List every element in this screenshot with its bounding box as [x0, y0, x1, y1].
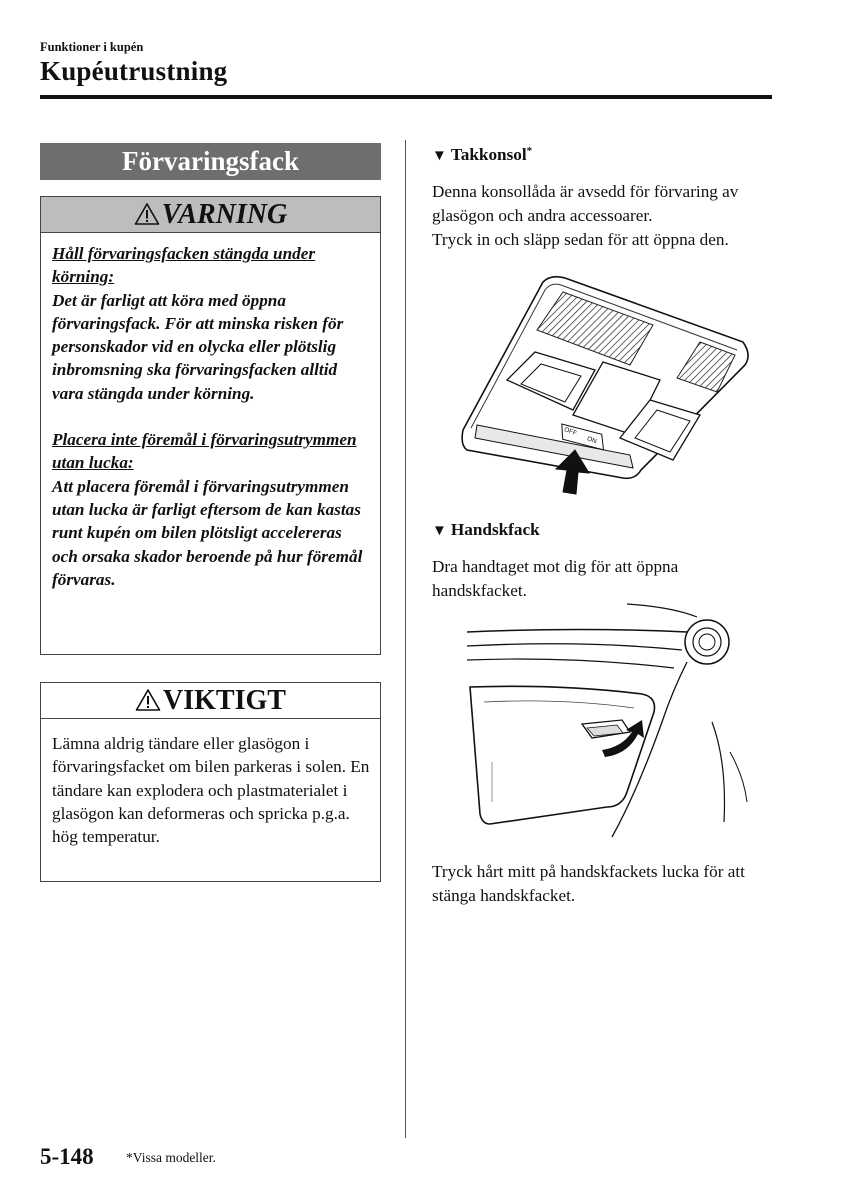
important-text: Lämna aldrig tändare eller glasögon i förvaringsfacket om bilen parkeras i solen. En tändare kan explodera och plastmaterialet i glasögon kan deformeras och spricka p.g.a. hög temperatur. — [52, 734, 370, 847]
important-header — [41, 683, 380, 719]
warning-body — [41, 233, 380, 591]
warning-paragraph-2 — [52, 428, 370, 591]
warning-label: VARNING — [161, 199, 288, 230]
important-label: VIKTIGT — [163, 685, 286, 716]
section-marker-icon: ▼ — [432, 148, 447, 164]
model-asterisk: * — [526, 145, 533, 157]
warning-header — [41, 197, 380, 233]
warning-text-2: Att placera föremål i förvaringsutrymmen utan lucka är farligt eftersom de kan kastas runt kupén om bilen plötsligt accelereras och orsaka skador beroende på hur föremål förvaras. — [52, 476, 363, 589]
switch-off-label: OFF — [563, 426, 578, 438]
overhead-console-title: Takkonsol — [450, 145, 527, 164]
glovebox-heading — [432, 520, 540, 540]
overhead-console-text-2: Tryck in och släpp sedan för att öppna den. — [432, 230, 729, 249]
warning-heading-1: Håll förvaringsfacken stängda under körning: — [52, 244, 316, 287]
footnote: *Vissa modeller. — [126, 1150, 216, 1165]
page-number: 5-148 — [40, 1144, 94, 1169]
page-title: Kupéutrustning — [40, 56, 228, 86]
warning-triangle-icon — [134, 202, 160, 226]
section-title: Förvaringsfack — [40, 143, 381, 180]
column-divider — [405, 140, 406, 1138]
chapter-label: Funktioner i kupén — [40, 40, 144, 54]
warning-triangle-icon — [135, 688, 161, 712]
warning-text-1: Det är farligt att köra med öppna förvaringsfack. För att minska risken för personskador vid en olycka eller plötslig inbromsning ska förvaringsfacken alltid vara stängda under körning. — [52, 290, 344, 403]
header-divider — [40, 95, 772, 99]
important-box — [40, 682, 381, 882]
warning-box — [40, 196, 381, 655]
warning-heading-2: Placera inte föremål i förvaringsutrymmen utan lucka: — [52, 430, 357, 473]
switch-on-label: ON — [585, 435, 598, 446]
overhead-console-text-1: Denna konsollåda är avsedd för förvaring av glasögon och andra accessoarer. — [432, 182, 739, 225]
glovebox-title: Handskfack — [450, 520, 540, 539]
overhead-console-illustration — [455, 270, 750, 495]
overhead-console-heading — [432, 145, 532, 165]
section-marker-icon: ▼ — [432, 523, 447, 539]
glovebox-text-2: Tryck hårt mitt på handskfackets lucka för att stänga handskfacket. — [432, 862, 745, 905]
warning-paragraph-1 — [52, 242, 370, 405]
glovebox-illustration — [462, 602, 752, 842]
glovebox-text-1: Dra handtaget mot dig för att öppna handskfacket. — [432, 557, 679, 600]
